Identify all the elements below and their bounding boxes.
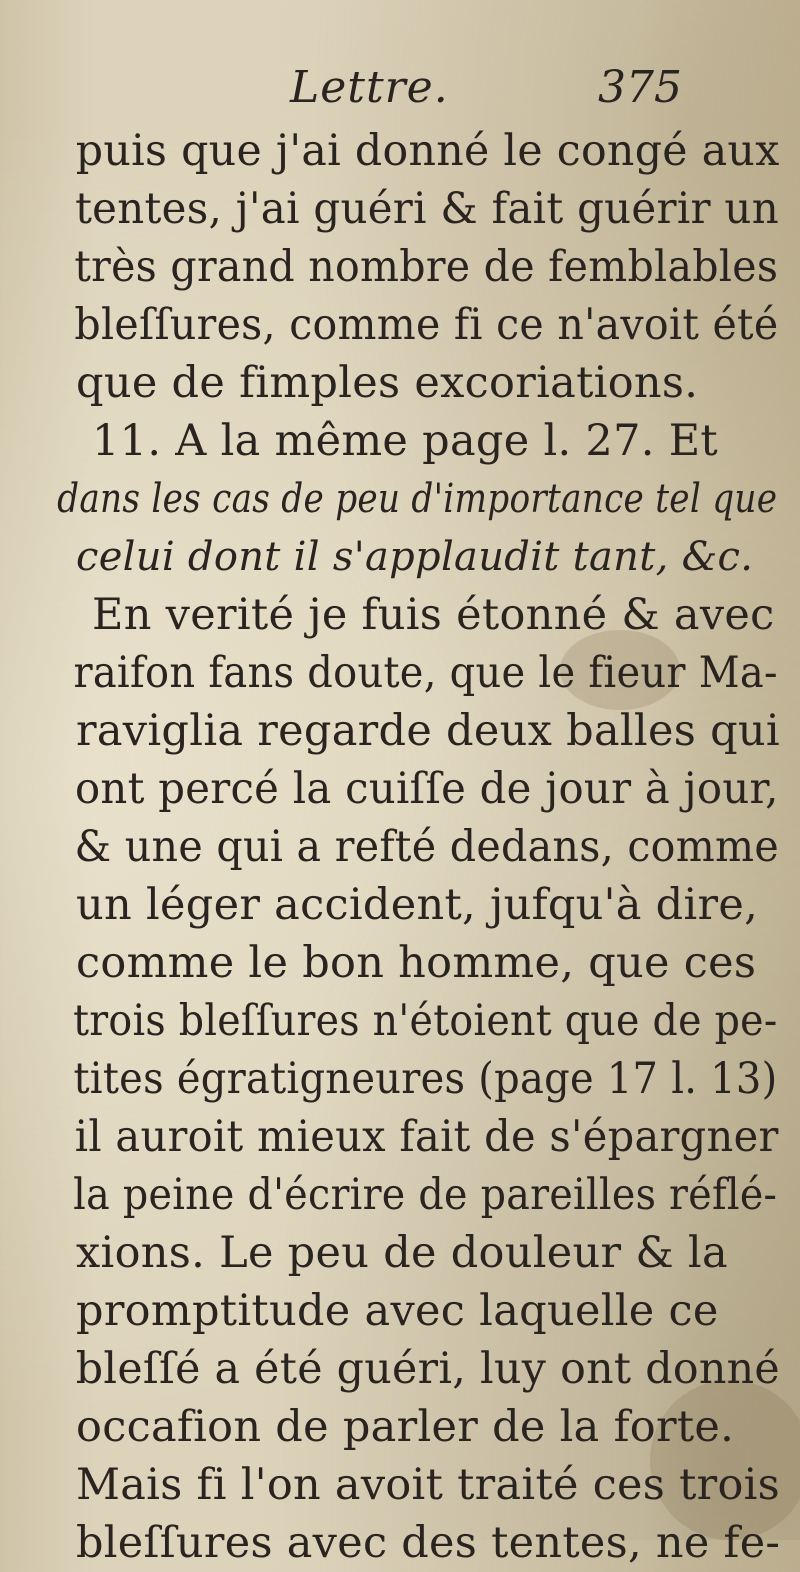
text-line: bleſſé a été guéri, luy ont donné (75, 1344, 781, 1394)
text-line: tites égratigneures (page 17 l. 13) (73, 1054, 778, 1104)
text-line: que de fimples excoriations. (76, 358, 699, 408)
quoted-line: dans les cas de peu d'importance tel que (57, 476, 778, 522)
text-line: & une qui a refté dedans, comme (74, 822, 780, 872)
text-line: ont percé la cuiſſe de jour à jour, (74, 764, 779, 814)
text-line: promptitude avec laquelle ce (76, 1286, 719, 1336)
text-line: Mais fi l'on avoit traité ces trois (75, 1460, 781, 1510)
quoted-line: celui dont il s'applaudit tant, &c. (76, 534, 754, 580)
page-header (0, 62, 800, 122)
text-line: tentes, j'ai guéri & fait guérir un (75, 184, 779, 234)
text-line: il auroit mieux fait de s'épargner (74, 1112, 779, 1162)
text-line: bleſſures avec des tentes, ne fe- (75, 1518, 781, 1568)
text-line: bleſſures, comme fi ce n'avoit été (74, 300, 779, 350)
text-line: la peine d'écrire de pareilles réflé- (73, 1170, 778, 1220)
text-line: comme le bon homme, que ces (76, 938, 757, 988)
text-line: puis que j'ai donné le congé aux (75, 126, 780, 176)
text-line: occafion de parler de la forte. (76, 1402, 735, 1452)
text-line: un léger accident, jufqu'à dire, (76, 880, 759, 930)
running-title: Lettre. (290, 62, 449, 113)
text-line: raifon fans doute, que le fieur Ma- (73, 648, 778, 698)
text-line: raviglia regarde deux balles qui (76, 706, 780, 756)
paragraph-heading: 11. A la même page l. 27. Et (92, 416, 718, 466)
paragraph-start: En verité je fuis étonné & avec (92, 590, 775, 640)
text-line: xions. Le peu de douleur & la (76, 1228, 728, 1278)
text-line: très grand nombre de femblables (74, 242, 779, 292)
text-line: trois bleſſures n'étoient que de pe- (73, 996, 778, 1046)
body-text (40, 122, 780, 1572)
page-number: 375 (598, 62, 682, 113)
